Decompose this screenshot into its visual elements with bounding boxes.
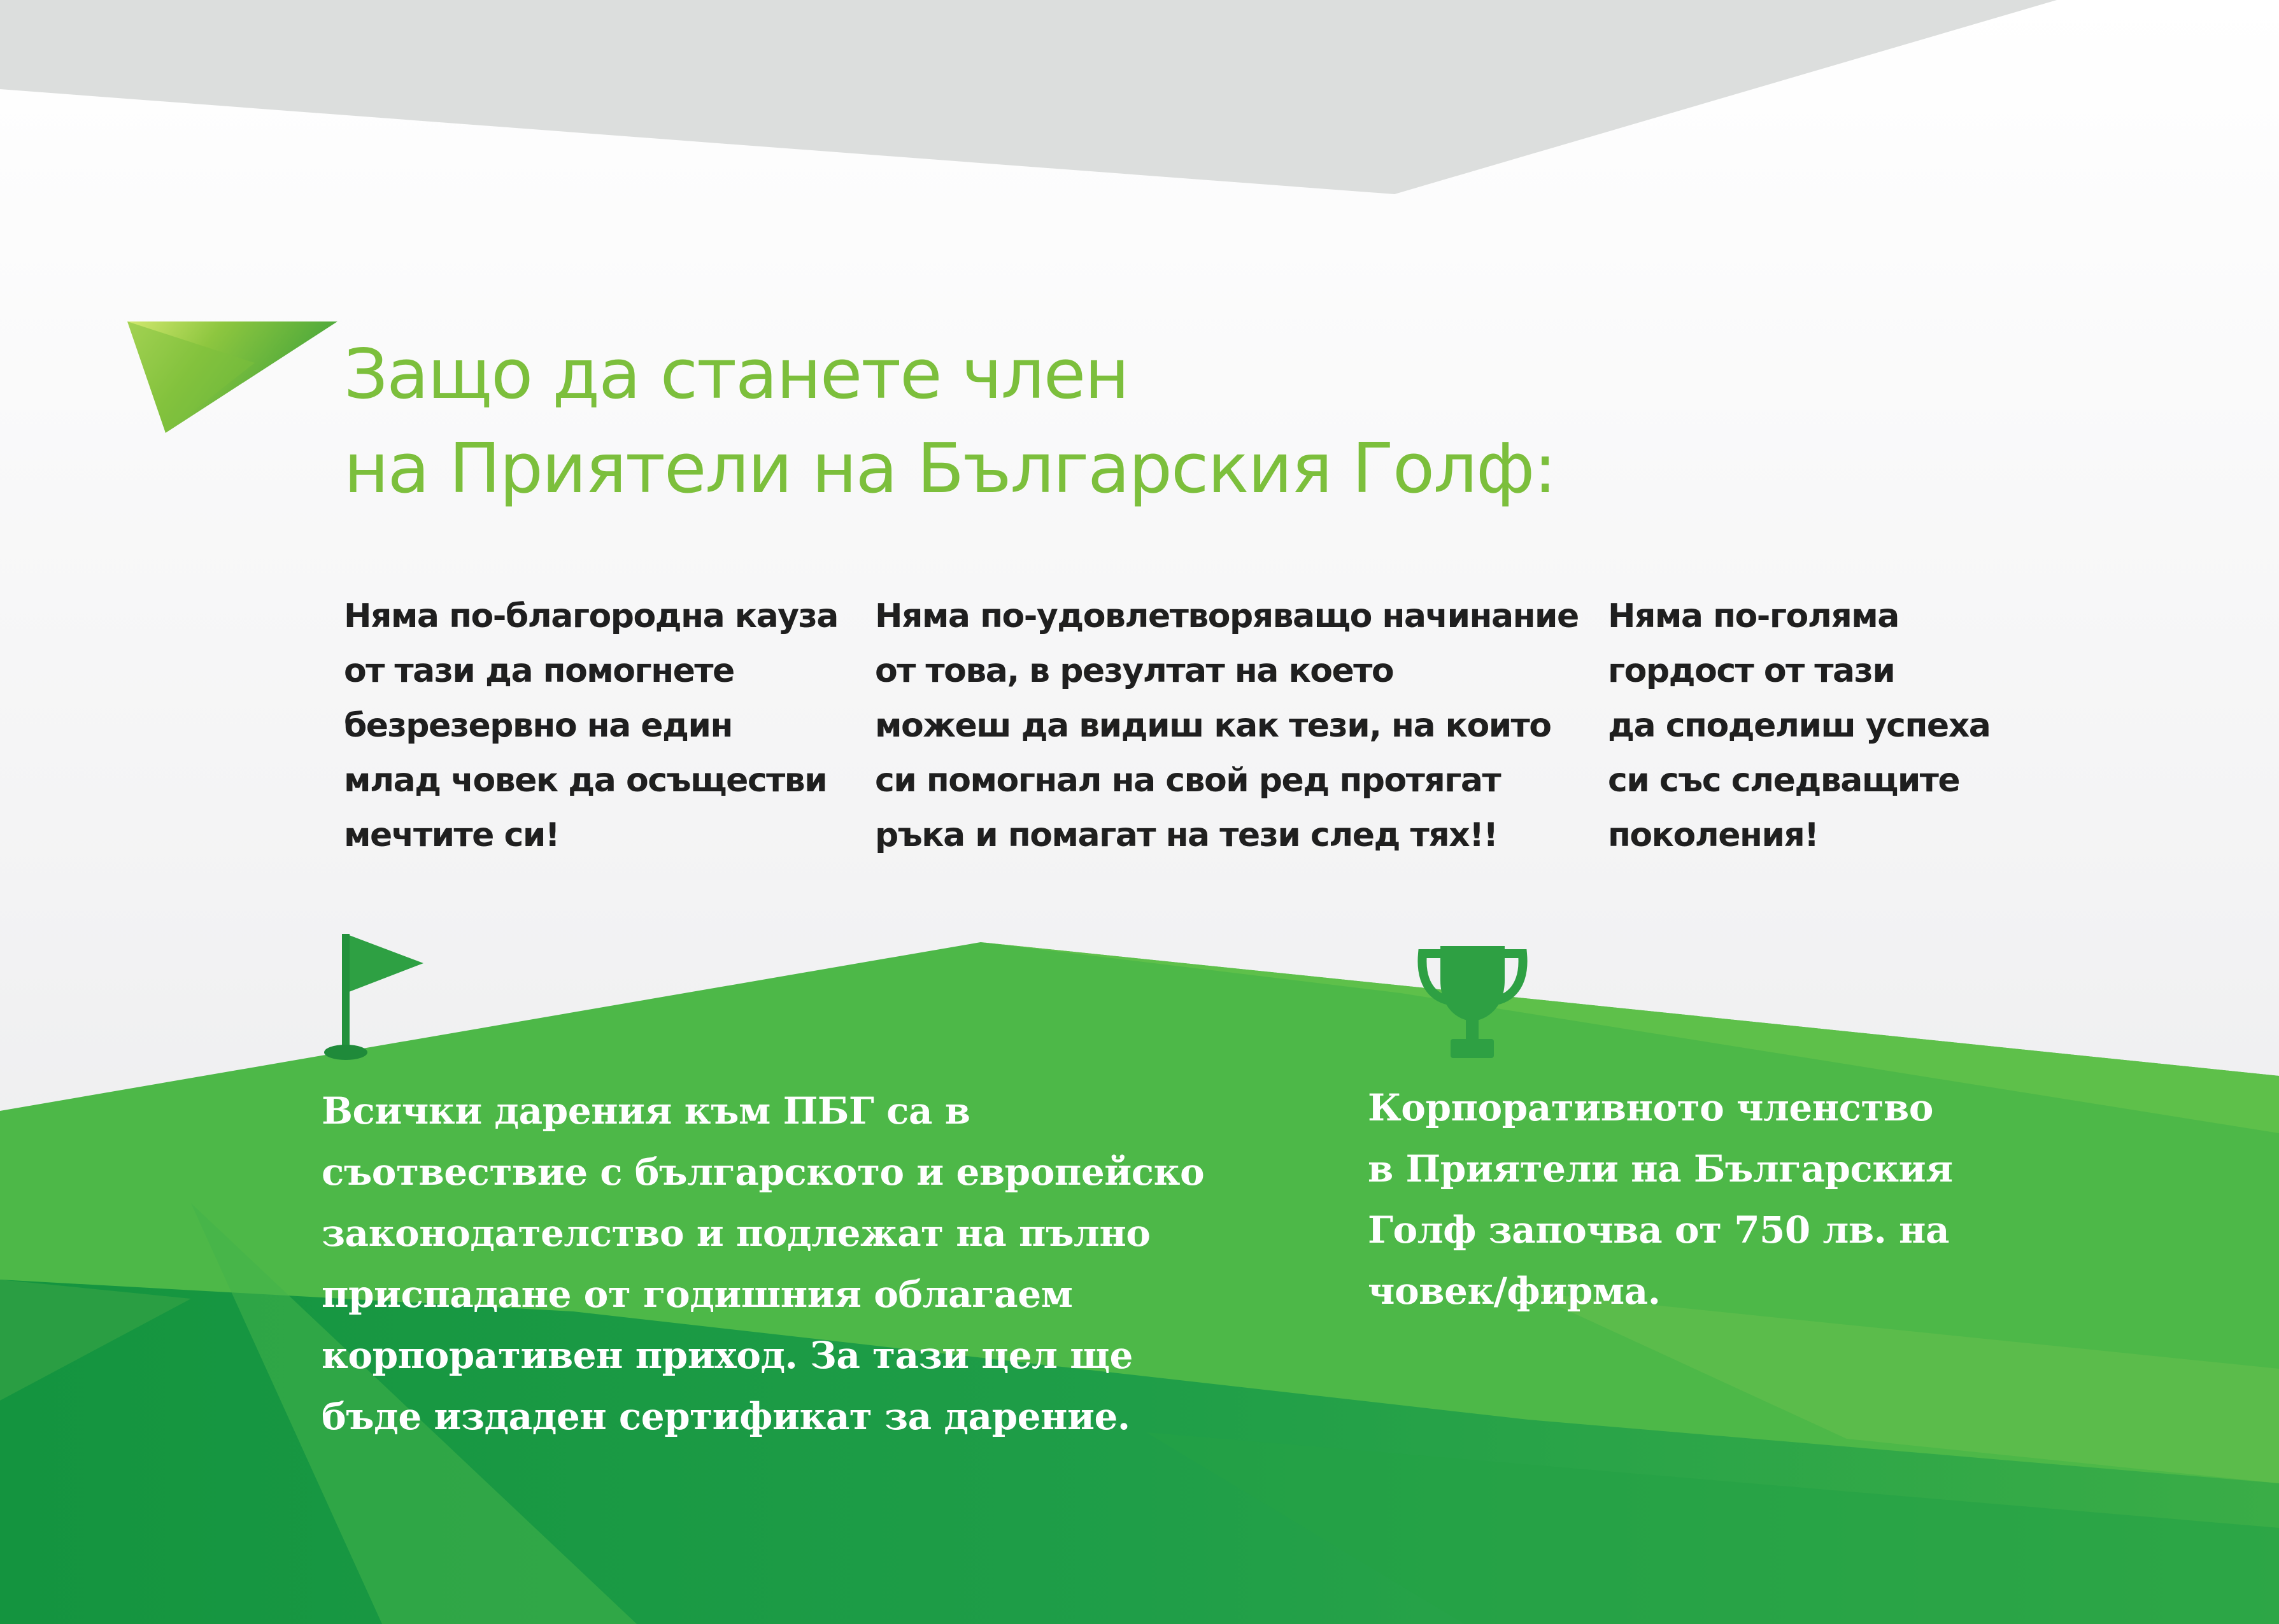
trophy-icon — [1414, 942, 1531, 1063]
reason-column-1: Няма по-благородна кауза от тази да помогнете безрезервно на един млад човек да осъществи мечтите си! — [344, 597, 838, 854]
title-line-2: на Приятели на Българския Голф: — [344, 429, 1556, 509]
triangle-logo-icon — [127, 318, 341, 436]
page-title — [344, 328, 1556, 516]
donations-info: Всички дарения към ПБГ са в съотвествие с българското и европейско законодателство и подлежат на пълно приспадане от годишния облагаем корпоративен приход. За тази цел ще бъде издаден сертификат за дарение. — [322, 1089, 1205, 1438]
membership-info: Корпоративното членство в Приятели на Българския Голф започва от 750 лв. на човек/фирма. — [1368, 1086, 1953, 1313]
golf-flag-icon — [322, 933, 430, 1063]
title-line-1: Защо да станете член — [344, 335, 1128, 414]
reason-column-3: Няма по-голяма гордост от тази да споделиш успеха си със следващите поколения! — [1608, 597, 1991, 854]
reason-column-2: Няма по-удовлетворяващо начинание от това, в резултат на което можеш да видиш как тези, на които си помогнал на свой ред протягат ръка и помагат на тези след тях!! — [875, 597, 1579, 854]
